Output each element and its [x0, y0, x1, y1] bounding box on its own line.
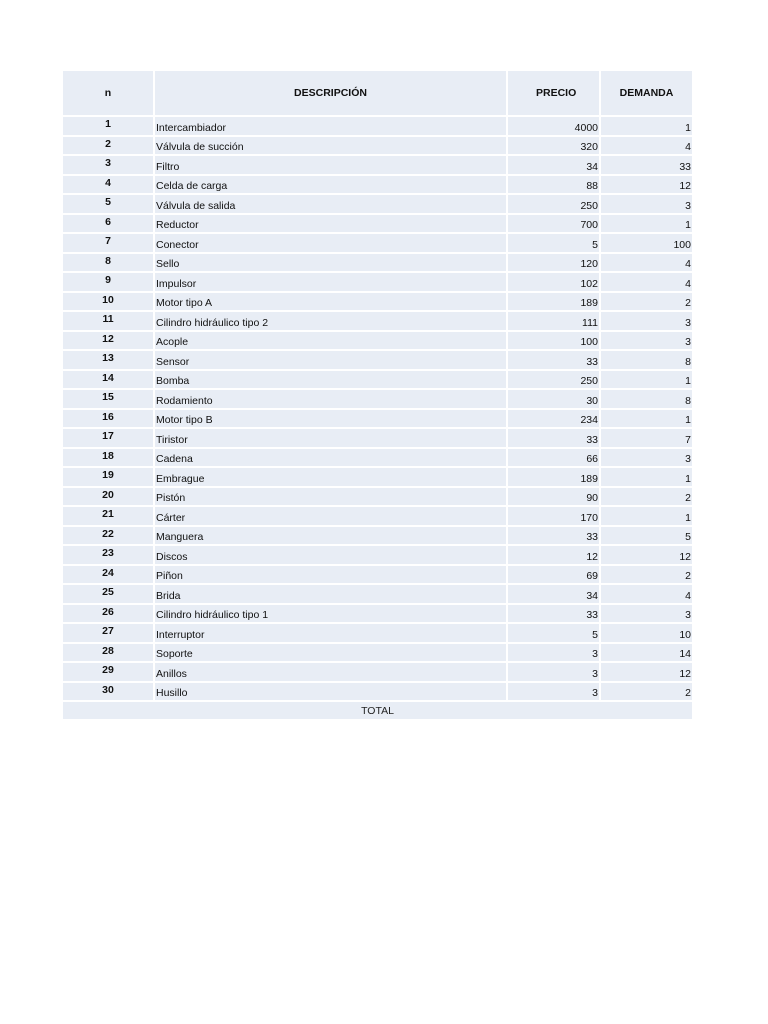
row-descripcion: Reductor	[155, 215, 508, 235]
table-row	[63, 371, 692, 391]
row-descripcion: Acople	[155, 332, 508, 352]
row-demanda: 2	[601, 488, 692, 508]
row-demanda: 12	[601, 663, 692, 683]
row-number: 3	[63, 156, 155, 176]
row-precio: 320	[508, 137, 601, 157]
row-demanda: 1	[601, 117, 692, 137]
table-row	[63, 176, 692, 196]
row-demanda: 5	[601, 527, 692, 547]
row-descripcion: Soporte	[155, 644, 508, 664]
row-number: 11	[63, 312, 155, 332]
row-demanda: 3	[601, 449, 692, 469]
row-number: 23	[63, 546, 155, 566]
table-row	[63, 663, 692, 683]
table-row	[63, 254, 692, 274]
row-descripcion: Sensor	[155, 351, 508, 371]
row-number: 4	[63, 176, 155, 196]
row-demanda: 2	[601, 566, 692, 586]
header-demanda: DEMANDA	[601, 71, 692, 115]
row-demanda: 4	[601, 137, 692, 157]
row-descripcion: Anillos	[155, 663, 508, 683]
table-row	[63, 683, 692, 703]
row-precio: 3	[508, 644, 601, 664]
row-number: 7	[63, 234, 155, 254]
row-demanda: 1	[601, 468, 692, 488]
table-row	[63, 351, 692, 371]
table-header	[63, 71, 692, 115]
row-number: 6	[63, 215, 155, 235]
table-row	[63, 585, 692, 605]
row-demanda: 8	[601, 351, 692, 371]
row-demanda: 12	[601, 176, 692, 196]
table-body	[63, 117, 692, 702]
header-row	[63, 71, 692, 115]
table-row	[63, 312, 692, 332]
row-descripcion: Motor tipo B	[155, 410, 508, 430]
row-number: 30	[63, 683, 155, 703]
row-precio: 3	[508, 663, 601, 683]
row-number: 10	[63, 293, 155, 313]
row-precio: 34	[508, 585, 601, 605]
table-row	[63, 137, 692, 157]
row-precio: 111	[508, 312, 601, 332]
row-precio: 189	[508, 293, 601, 313]
row-precio: 90	[508, 488, 601, 508]
table-row	[63, 449, 692, 469]
row-demanda: 3	[601, 332, 692, 352]
row-descripcion: Piñon	[155, 566, 508, 586]
row-descripcion: Filtro	[155, 156, 508, 176]
row-number: 5	[63, 195, 155, 215]
header-descripcion: DESCRIPCIÓN	[155, 71, 508, 115]
row-number: 28	[63, 644, 155, 664]
row-number: 13	[63, 351, 155, 371]
header-precio: PRECIO	[508, 71, 601, 115]
row-descripcion: Rodamiento	[155, 390, 508, 410]
row-precio: 5	[508, 234, 601, 254]
row-descripcion: Manguera	[155, 527, 508, 547]
total-label: TOTAL	[63, 702, 692, 719]
row-demanda: 14	[601, 644, 692, 664]
row-demanda: 10	[601, 624, 692, 644]
row-precio: 33	[508, 605, 601, 625]
row-precio: 66	[508, 449, 601, 469]
table-row	[63, 293, 692, 313]
row-demanda: 2	[601, 683, 692, 703]
row-precio: 12	[508, 546, 601, 566]
row-precio: 69	[508, 566, 601, 586]
row-demanda: 12	[601, 546, 692, 566]
row-demanda: 2	[601, 293, 692, 313]
table-row	[63, 215, 692, 235]
row-descripcion: Válvula de succión	[155, 137, 508, 157]
row-number: 12	[63, 332, 155, 352]
row-descripcion: Cilindro hidráulico tipo 1	[155, 605, 508, 625]
row-demanda: 1	[601, 371, 692, 391]
row-precio: 100	[508, 332, 601, 352]
row-number: 19	[63, 468, 155, 488]
spreadsheet-page	[63, 71, 692, 719]
row-demanda: 8	[601, 390, 692, 410]
row-precio: 5	[508, 624, 601, 644]
header-n: n	[63, 71, 155, 115]
row-precio: 4000	[508, 117, 601, 137]
row-descripcion: Intercambiador	[155, 117, 508, 137]
row-precio: 250	[508, 195, 601, 215]
row-demanda: 3	[601, 605, 692, 625]
row-number: 18	[63, 449, 155, 469]
row-demanda: 1	[601, 215, 692, 235]
table-row	[63, 195, 692, 215]
row-descripcion: Husillo	[155, 683, 508, 703]
table-row	[63, 468, 692, 488]
table-row	[63, 273, 692, 293]
row-number: 15	[63, 390, 155, 410]
table-row	[63, 390, 692, 410]
row-precio: 700	[508, 215, 601, 235]
row-number: 9	[63, 273, 155, 293]
table-row	[63, 644, 692, 664]
row-descripcion: Cadena	[155, 449, 508, 469]
row-precio: 3	[508, 683, 601, 703]
row-precio: 189	[508, 468, 601, 488]
row-demanda: 4	[601, 254, 692, 274]
row-demanda: 33	[601, 156, 692, 176]
row-number: 25	[63, 585, 155, 605]
row-demanda: 1	[601, 507, 692, 527]
row-descripcion: Celda de carga	[155, 176, 508, 196]
row-precio: 33	[508, 527, 601, 547]
table-row	[63, 429, 692, 449]
row-descripcion: Interruptor	[155, 624, 508, 644]
row-descripcion: Discos	[155, 546, 508, 566]
row-number: 2	[63, 137, 155, 157]
parts-table	[63, 71, 692, 719]
row-descripcion: Válvula de salida	[155, 195, 508, 215]
row-descripcion: Cárter	[155, 507, 508, 527]
row-number: 29	[63, 663, 155, 683]
row-precio: 234	[508, 410, 601, 430]
row-precio: 102	[508, 273, 601, 293]
table-row	[63, 624, 692, 644]
table-row	[63, 234, 692, 254]
row-precio: 33	[508, 351, 601, 371]
row-number: 14	[63, 371, 155, 391]
row-descripcion: Impulsor	[155, 273, 508, 293]
row-precio: 250	[508, 371, 601, 391]
table-row	[63, 507, 692, 527]
row-precio: 88	[508, 176, 601, 196]
row-descripcion: Bomba	[155, 371, 508, 391]
row-number: 8	[63, 254, 155, 274]
row-descripcion: Sello	[155, 254, 508, 274]
row-descripcion: Tiristor	[155, 429, 508, 449]
table-footer	[63, 702, 692, 719]
row-precio: 120	[508, 254, 601, 274]
row-demanda: 1	[601, 410, 692, 430]
row-demanda: 3	[601, 312, 692, 332]
row-number: 27	[63, 624, 155, 644]
row-precio: 170	[508, 507, 601, 527]
row-demanda: 4	[601, 273, 692, 293]
row-demanda: 100	[601, 234, 692, 254]
row-precio: 33	[508, 429, 601, 449]
row-number: 16	[63, 410, 155, 430]
row-number: 22	[63, 527, 155, 547]
row-descripcion: Pistón	[155, 488, 508, 508]
row-descripcion: Brida	[155, 585, 508, 605]
total-row	[63, 702, 692, 719]
row-descripcion: Embrague	[155, 468, 508, 488]
row-number: 20	[63, 488, 155, 508]
row-number: 26	[63, 605, 155, 625]
row-demanda: 4	[601, 585, 692, 605]
table-row	[63, 488, 692, 508]
row-descripcion: Conector	[155, 234, 508, 254]
row-precio: 34	[508, 156, 601, 176]
row-number: 21	[63, 507, 155, 527]
row-descripcion: Motor tipo A	[155, 293, 508, 313]
table-row	[63, 566, 692, 586]
table-row	[63, 117, 692, 137]
row-number: 17	[63, 429, 155, 449]
row-number: 24	[63, 566, 155, 586]
table-row	[63, 410, 692, 430]
table-row	[63, 527, 692, 547]
row-demanda: 7	[601, 429, 692, 449]
row-demanda: 3	[601, 195, 692, 215]
table-row	[63, 156, 692, 176]
table-row	[63, 546, 692, 566]
row-descripcion: Cilindro hidráulico tipo 2	[155, 312, 508, 332]
table-row	[63, 605, 692, 625]
row-number: 1	[63, 117, 155, 137]
table-row	[63, 332, 692, 352]
row-precio: 30	[508, 390, 601, 410]
